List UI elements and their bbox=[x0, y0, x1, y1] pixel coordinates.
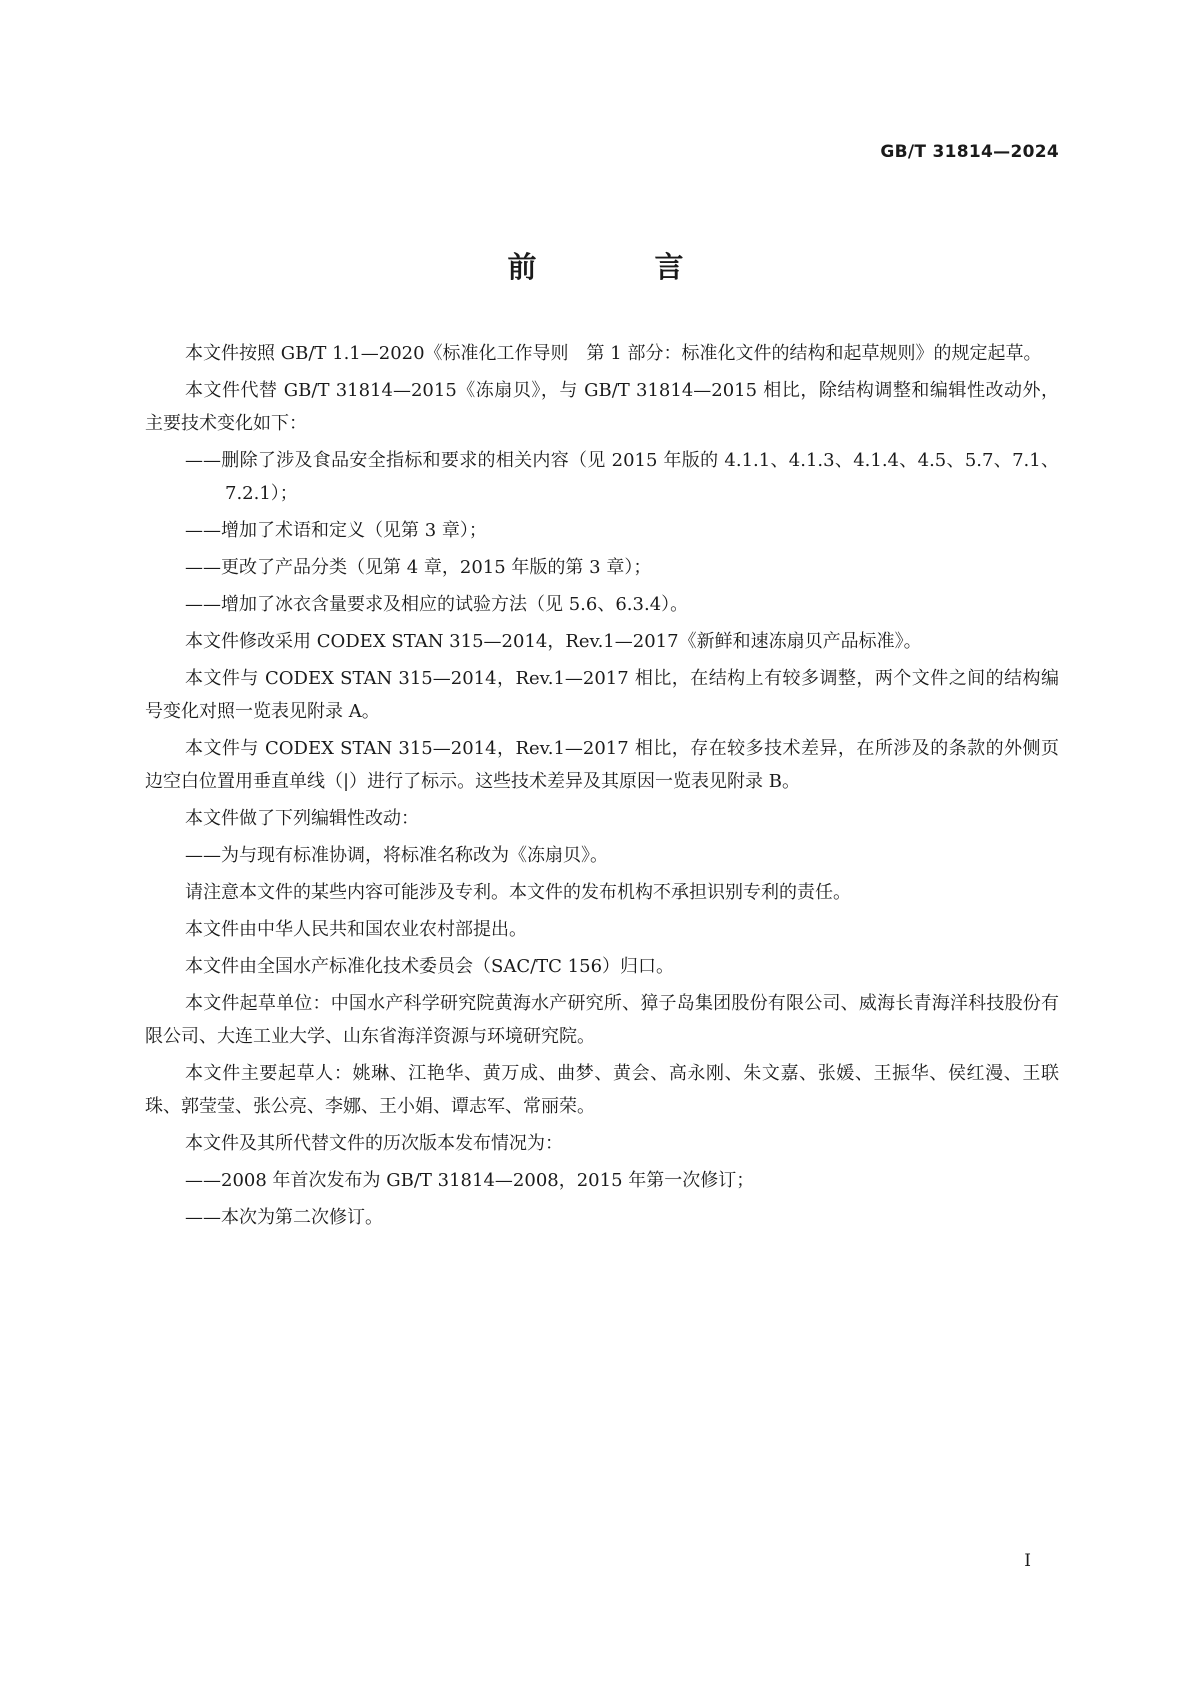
paragraph: 本文件做了下列编辑性改动： bbox=[185, 808, 419, 829]
list-item: ——删除了涉及食品安全指标和要求的相关内容（见 2015 年版的 4.1.1、4.1.3、4.1.4、4.5、5.7、7.1、7.2.1）； bbox=[185, 450, 1059, 504]
paragraph: 本文件与 CODEX STAN 315—2014，Rev.1—2017 相比，在结构上有较多调整，两个文件之间的结构编号变化对照一览表见附录 A。 bbox=[145, 668, 1059, 722]
paragraph: 本文件与 CODEX STAN 315—2014，Rev.1—2017 相比，存在较多技术差异，在所涉及的条款的外侧页边空白位置用垂直单线（|）进行了标示。这些技术差异及其原因一览表见附录 B。 bbox=[145, 738, 1059, 792]
paragraph: 本文件主要起草人：姚琳、江艳华、黄万成、曲梦、黄会、高永刚、朱文嘉、张媛、王振华、侯红漫、王联珠、郭莹莹、张公亮、李娜、王小娟、谭志军、常丽荣。 bbox=[145, 1063, 1059, 1117]
list-item: ——2008 年首次发布为 GB/T 31814—2008，2015 年第一次修订； bbox=[185, 1170, 755, 1191]
paragraph: 本文件起草单位：中国水产科学研究院黄海水产研究所、獐子岛集团股份有限公司、威海长青海洋科技股份有限公司、大连工业大学、山东省海洋资源与环境研究院。 bbox=[145, 993, 1059, 1047]
paragraph: 本文件修改采用 CODEX STAN 315—2014，Rev.1—2017《新鲜和速冻扇贝产品标准》。 bbox=[185, 631, 922, 652]
page-number: I bbox=[1024, 1551, 1031, 1571]
paragraph: 本文件由全国水产标准化技术委员会（SAC/TC 156）归口。 bbox=[185, 956, 675, 977]
list-item: ——增加了冰衣含量要求及相应的试验方法（见 5.6、6.3.4）。 bbox=[185, 594, 689, 615]
list-item: ——增加了术语和定义（见第 3 章）； bbox=[185, 520, 487, 541]
document-body bbox=[145, 337, 1059, 1238]
list-item: ——为与现有标准协调，将标准名称改为《冻扇贝》。 bbox=[185, 845, 608, 866]
list-item: ——本次为第二次修订。 bbox=[185, 1207, 383, 1228]
paragraph: 本文件按照 GB/T 1.1—2020《标准化工作导则 第 1 部分：标准化文件的结构和起草规则》的规定起草。 bbox=[185, 343, 1042, 364]
standard-code: GB/T 31814—2024 bbox=[880, 142, 1059, 162]
paragraph: 本文件由中华人民共和国农业农村部提出。 bbox=[185, 919, 527, 940]
paragraph: 本文件及其所代替文件的历次版本发布情况为： bbox=[185, 1133, 563, 1154]
page-title: 前 言 bbox=[507, 250, 738, 284]
paragraph: 请注意本文件的某些内容可能涉及专利。本文件的发布机构不承担识别专利的责任。 bbox=[185, 882, 851, 903]
list-item: ——更改了产品分类（见第 4 章，2015 年版的第 3 章）； bbox=[185, 557, 652, 578]
paragraph: 本文件代替 GB/T 31814—2015《冻扇贝》，与 GB/T 31814—2015 相比，除结构调整和编辑性改动外，主要技术变化如下： bbox=[145, 380, 1059, 434]
